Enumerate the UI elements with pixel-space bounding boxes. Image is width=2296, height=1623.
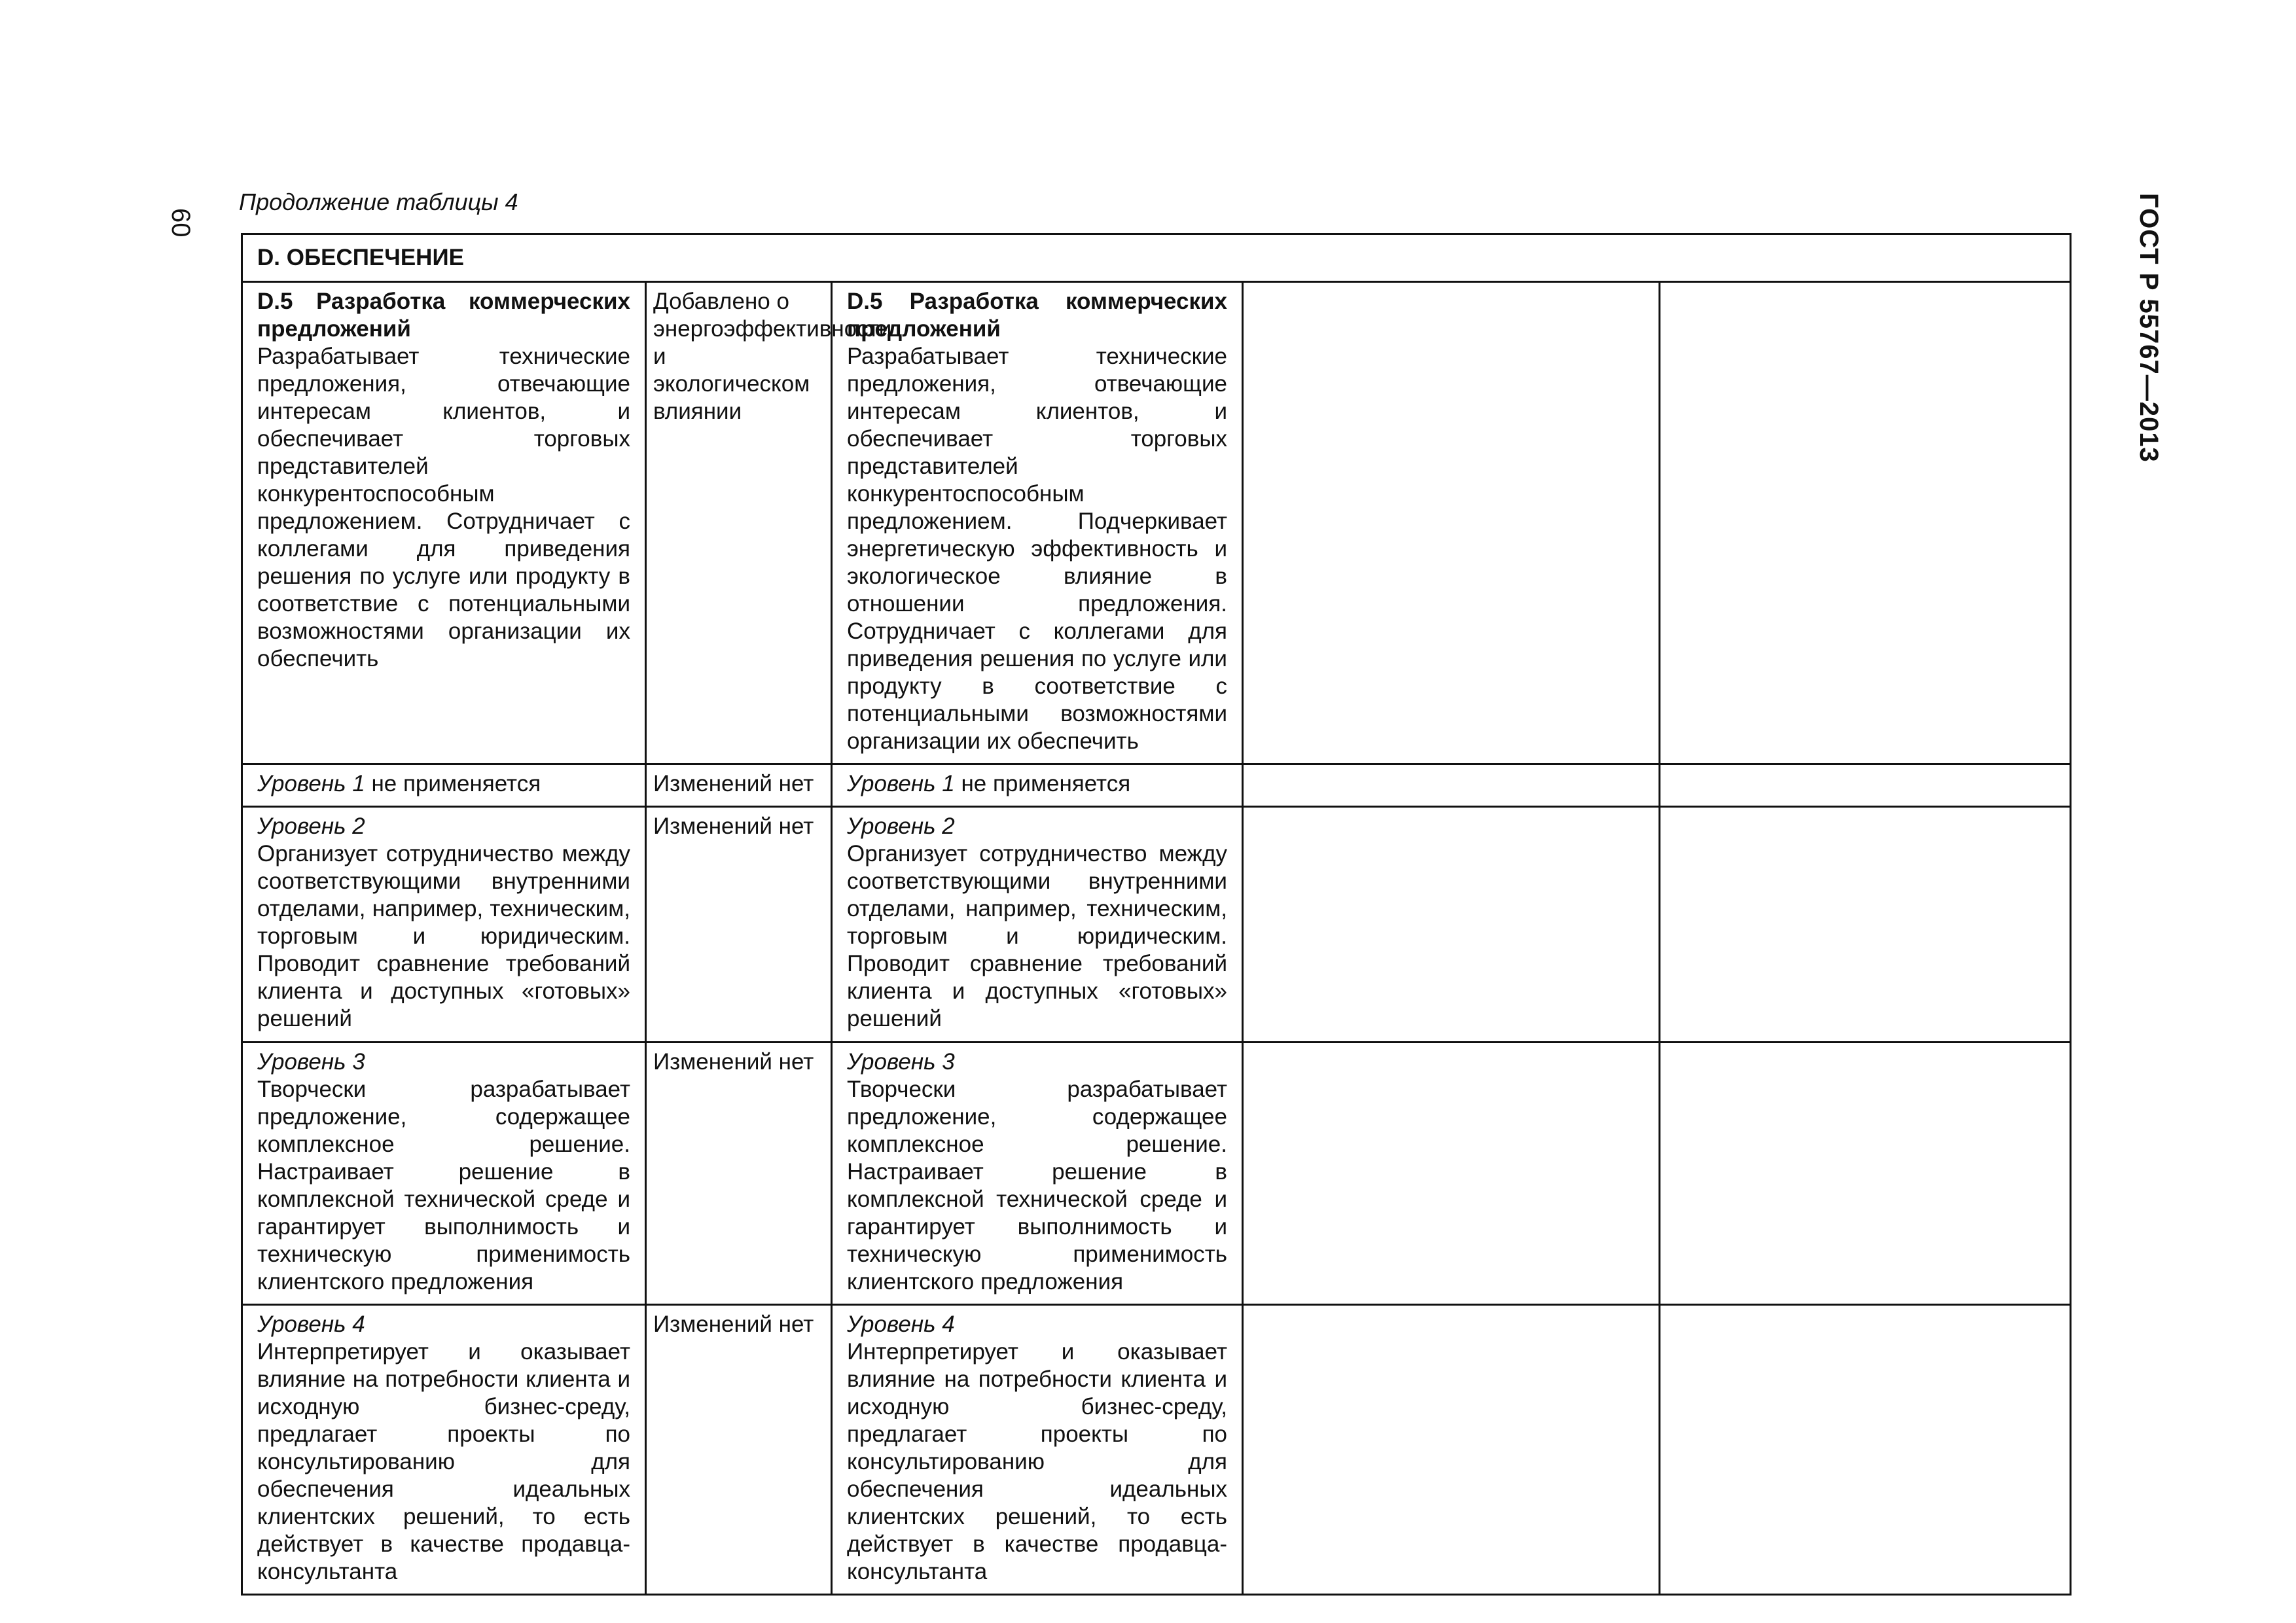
empty-cell (1243, 807, 1660, 1043)
original-description-cell (242, 807, 646, 1043)
change-note: Изменений нет (653, 1311, 814, 1337)
level-description: Интерпретирует и оказывает влияние на потребности клиента и исходную бизнес-среду, предлагает проекты по консультированию для обеспечения идеальных клиентских решений, то есть действует в качестве продавца-консультанта (257, 1339, 630, 1584)
revised-description-cell (832, 807, 1243, 1043)
change-note-cell (646, 1305, 832, 1595)
change-note-cell (646, 282, 892, 764)
table-row (242, 282, 2071, 764)
page-number: 60 (166, 208, 195, 238)
revised-description-cell (832, 1305, 1243, 1595)
revised-description-cell (832, 1043, 1243, 1305)
level-description: Организует сотрудничество между соответствующими внутренними отделами, например, техническим, торговым и юридическим. Проводит сравнение требований клиента и доступных «готовых» решений (847, 841, 1227, 1031)
revised-description-cell (832, 282, 1243, 764)
level-description: не применяется (365, 771, 541, 796)
empty-cell (1243, 764, 1660, 807)
competence-table (241, 233, 2072, 1596)
change-note-cell (646, 764, 832, 807)
original-description-cell (242, 1305, 646, 1595)
competence-title: D.5 Разработка коммерческих предложений (257, 289, 630, 342)
level-label: Уровень 1 (847, 771, 955, 796)
empty-cell (1660, 1305, 2071, 1595)
level-label: Уровень 3 (847, 1049, 955, 1075)
change-note: Изменений нет (653, 813, 814, 839)
table-continuation-caption: Продолжение таблицы 4 (239, 188, 518, 215)
empty-cell (1660, 807, 2071, 1043)
change-note: Изменений нет (653, 1049, 814, 1075)
original-description-cell (242, 1043, 646, 1305)
section-header: D. ОБЕСПЕЧЕНИЕ (242, 234, 2071, 282)
empty-cell (1660, 282, 2071, 764)
original-description-cell (242, 282, 646, 764)
table-row (242, 1043, 2071, 1305)
level-label: Уровень 4 (847, 1311, 955, 1337)
level-label: Уровень 1 (257, 771, 365, 796)
section-header-row (242, 234, 2071, 282)
standard-identifier: ГОСТ Р 55767—2013 (2134, 193, 2163, 463)
competence-description: Разрабатывает технические предложения, отвечающие интересам клиентов, и обеспечивает торговых представителей конкурентоспособным предложением. Сотрудничает с коллегами для приведения решения по услуге или продукту в соответствие с потенциальными возможностями организации их обеспечить (257, 344, 630, 671)
table-row (242, 807, 2071, 1043)
table-row (242, 764, 2071, 807)
change-note-cell (646, 1043, 832, 1305)
level-description: Организует сотрудничество между соответствующими внутренними отделами, например, техническим, торговым и юридическим. Проводит сравнение требований клиента и доступных «готовых» решений (257, 841, 630, 1031)
change-note: Изменений нет (653, 771, 814, 796)
competence-description: Разрабатывает технические предложения, отвечающие интересам клиентов, и обеспечивает торговых представителей конкурентоспособным предложением. Подчеркивает энергетическую эффективность и экологическое влияние в отношении предложения. Сотрудничает с коллегами для приведения решения по услуге или продукту в соответствие с потенциальными возможностями организации их обеспечить (847, 344, 1227, 754)
revised-description-cell (832, 764, 1243, 807)
empty-cell (1660, 1043, 2071, 1305)
level-label: Уровень 3 (257, 1049, 365, 1075)
empty-cell (1243, 1305, 1660, 1595)
competence-title: D.5 Разработка коммерческих предложений (847, 289, 1227, 342)
level-label: Уровень 2 (257, 813, 365, 839)
level-description: Творчески разрабатывает предложение, содержащее комплексное решение. Настраивает решение в комплексной технической среде и гарантирует выполнимость и техническую применимость клиентского предложения (257, 1077, 630, 1294)
original-description-cell (242, 764, 646, 807)
level-description: не применяется (954, 771, 1131, 796)
empty-cell (1243, 282, 1660, 764)
table-row (242, 1305, 2071, 1595)
level-label: Уровень 4 (257, 1311, 365, 1337)
level-description: Творчески разрабатывает предложение, содержащее комплексное решение. Настраивает решение в комплексной технической среде и гарантирует выполнимость и техническую применимость клиентского предложения (847, 1077, 1227, 1294)
level-description: Интерпретирует и оказывает влияние на потребности клиента и исходную бизнес-среду, предлагает проекты по консультированию для обеспечения идеальных клиентских решений, то есть действует в качестве продавца-консультанта (847, 1339, 1227, 1584)
change-note-cell (646, 807, 832, 1043)
level-label: Уровень 2 (847, 813, 955, 839)
change-note: Добавлено о энергоэффективности и экологическом влиянии (653, 289, 892, 424)
empty-cell (1660, 764, 2071, 807)
empty-cell (1243, 1043, 1660, 1305)
